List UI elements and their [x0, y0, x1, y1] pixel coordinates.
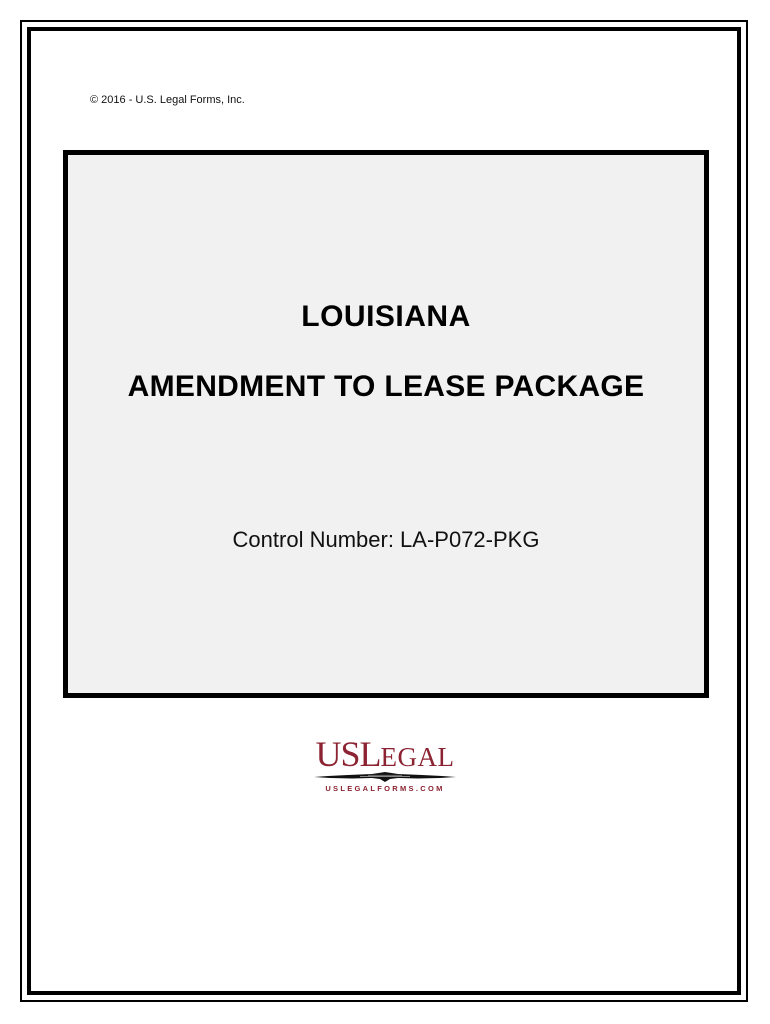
- title-box: [63, 150, 709, 698]
- control-number: Control Number: LA-P072-PKG: [232, 527, 540, 552]
- uslegal-logo: [300, 733, 470, 799]
- logo-wordmark: USLEGAL: [315, 734, 455, 774]
- logo-url: USLEGALFORMS.COM: [325, 784, 445, 793]
- document-title: AMENDMENT TO LEASE PACKAGE: [127, 370, 645, 403]
- eagle-wings-icon: [310, 769, 460, 783]
- state-title: LOUISIANA: [301, 300, 471, 333]
- copyright-notice: © 2016 - U.S. Legal Forms, Inc.: [90, 94, 245, 106]
